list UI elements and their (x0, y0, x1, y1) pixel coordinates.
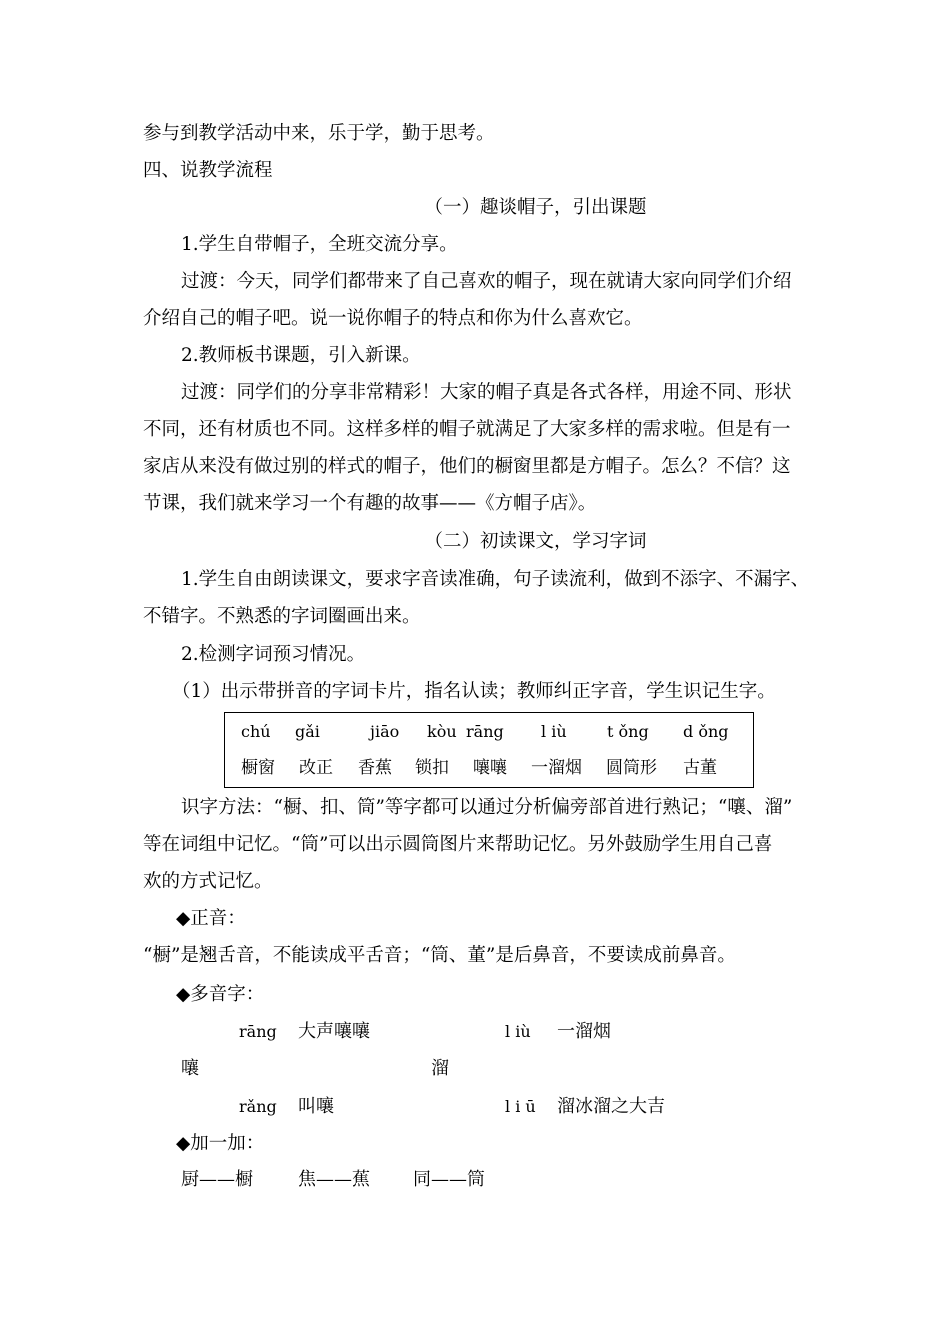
word-label: 锁扣 (415, 758, 449, 778)
character-pair: 焦——蕉 (298, 1169, 370, 1190)
paragraph: 不同，还有材质也不同。这样多样的帽子就满足了大家多样的需求啦。但是有一 (143, 419, 791, 440)
paragraph: 参与到教学活动中来，乐于学，勤于思考。 (143, 123, 495, 144)
pinyin-label: l iù (505, 1022, 531, 1041)
paragraph: 介绍自己的帽子吧。说一说你帽子的特点和你为什么喜欢它。 (143, 308, 643, 329)
pinyin-label: chú (241, 722, 271, 741)
character-pair: 厨——橱 (181, 1169, 253, 1190)
word-label: 嚷嚷 (473, 758, 507, 778)
pinyin-label: rāng (466, 722, 504, 741)
pinyin-label: l iù (541, 722, 567, 741)
paragraph: 不错字。不熟悉的字词圈画出来。 (143, 606, 421, 627)
word-label: 香蕉 (358, 758, 392, 778)
paragraph: 家店从来没有做过别的样式的帽子，他们的橱窗里都是方帽子。怎么？不信？这 (143, 456, 791, 477)
word-label: 古董 (683, 758, 717, 778)
duoyin-label: ◆多音字： (176, 984, 265, 1005)
polyphone-char: 溜 (431, 1058, 449, 1079)
paragraph: 过渡：同学们的分享非常精彩！大家的帽子真是各式各样，用途不同、形状 (181, 382, 792, 403)
paragraph: 节课，我们就来学习一个有趣的故事——《方帽子店》。 (143, 493, 597, 514)
list-item: 2.教师板书课题，引入新课。 (181, 345, 421, 366)
list-item: 1.学生自由朗读课文，要求字音读准确，句子读流利，做到不添字、不漏字、 (181, 569, 810, 590)
section-heading: 四、说教学流程 (143, 160, 273, 181)
paragraph: 欢的方式记忆。 (143, 871, 273, 892)
pinyin-label: jiāo (370, 722, 400, 741)
list-item: 1.学生自带帽子，全班交流分享。 (181, 234, 458, 255)
pinyin-label: rǎng (239, 1097, 277, 1116)
word-label: 改正 (299, 758, 333, 778)
jiayijia-label: ◆加一加： (176, 1133, 265, 1154)
word-label: 大声嚷嚷 (298, 1021, 370, 1042)
word-label: 圆筒形 (606, 758, 657, 778)
paragraph: 等在词组中记忆。“筒”可以出示圆筒图片来帮助记忆。另外鼓励学生用自己喜 (143, 834, 773, 855)
paragraph: 识字方法：“橱、扣、筒”等字都可以通过分析偏旁部首进行熟记；“嚷、溜” (181, 797, 793, 818)
paragraph: 过渡：今天，同学们都带来了自己喜欢的帽子，现在就请大家向同学们介绍 (181, 271, 792, 292)
word-label: 叫嚷 (298, 1096, 334, 1117)
word-label: 溜冰溜之大吉 (557, 1096, 665, 1117)
pinyin-label: gǎi (295, 722, 320, 741)
pinyin-label: l i ū (505, 1097, 536, 1116)
pinyin-label: rāng (239, 1022, 277, 1041)
subsection-title: （二）初读课文，学习字词 (424, 531, 647, 552)
pinyin-label: d ǒng (683, 722, 729, 741)
subsection-title: （一）趣谈帽子，引出课题 (424, 197, 647, 218)
pinyin-label: kòu (427, 722, 457, 741)
pinyin-label: t ǒng (607, 722, 649, 741)
polyphone-char: 嚷 (181, 1058, 199, 1079)
word-label: 一溜烟 (531, 758, 582, 778)
list-item: 2.检测字词预习情况。 (181, 644, 366, 665)
word-card-table (224, 712, 754, 788)
paragraph: “橱”是翘舌音，不能读成平舌音；“筒、董”是后鼻音，不要读成前鼻音。 (143, 945, 736, 966)
word-label: 一溜烟 (557, 1021, 611, 1042)
character-pair: 同——筒 (413, 1169, 485, 1190)
list-item: （1）出示带拼音的字词卡片，指名认读；教师纠正字音，学生识记生字。 (172, 681, 776, 702)
word-label: 橱窗 (241, 758, 275, 778)
zhengyin-label: ◆正音： (176, 908, 246, 929)
